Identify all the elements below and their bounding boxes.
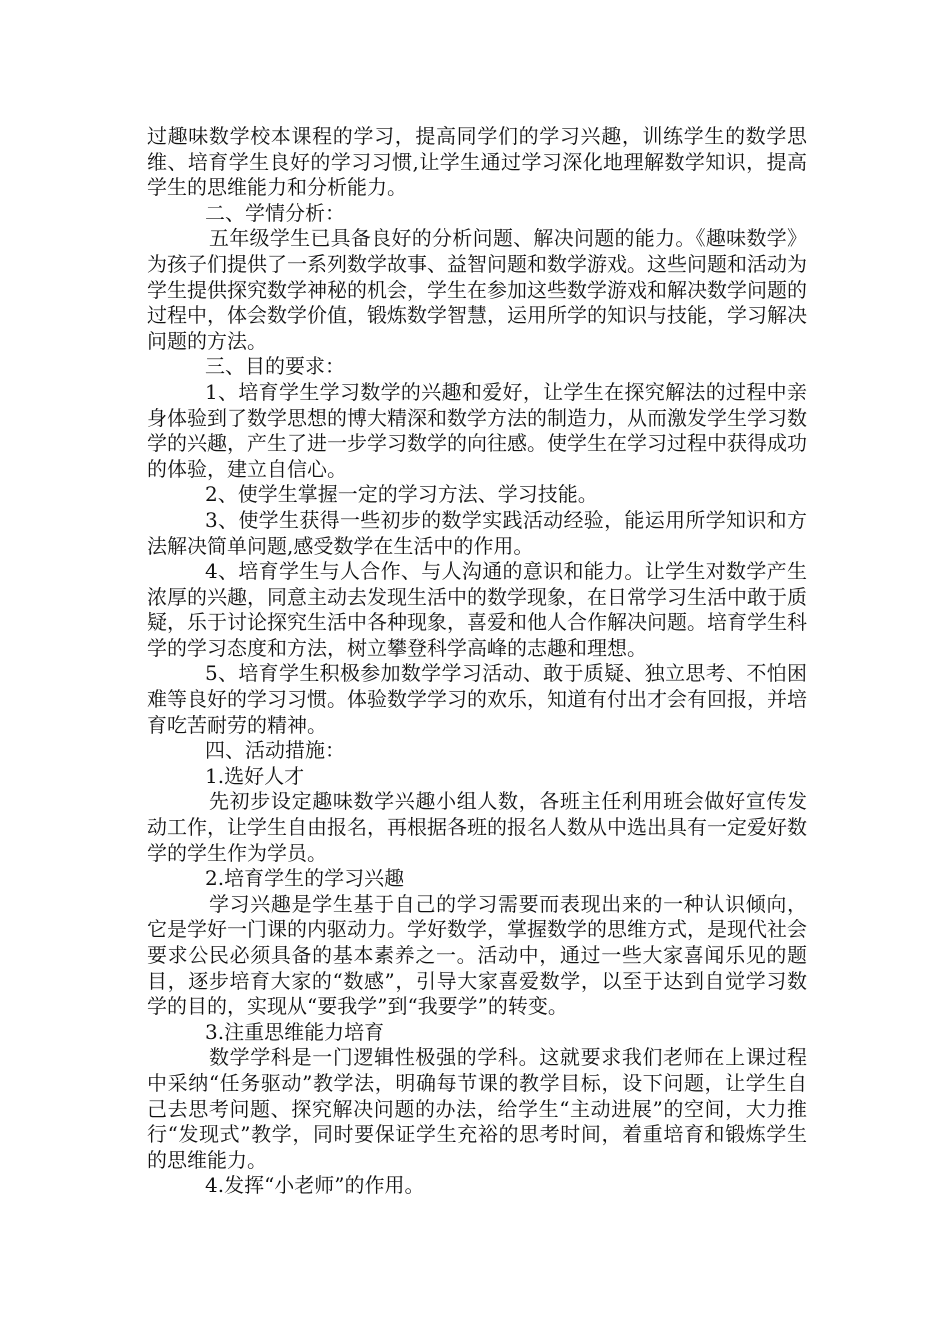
objective-item-2: 2、使学生掌握一定的学习方法、学习技能。 xyxy=(205,482,598,507)
document-body xyxy=(147,124,807,1199)
paragraph-learning-analysis: 五年级学生已具备良好的分析问题、解决问题的能力。《趣味数学》为孩子们提供了一系列数学故事、益智问题和数学游戏。这些问题和活动为学生提供探究数学神秘的机会，学生在参加这些数学游戏和解决数学问题的过程中，体会数学价值，锻炼数学智慧，运用所学的知识与技能，学习解决问题的方法。 xyxy=(147,226,807,353)
measure-heading-4: 4.发挥“小老师”的作用。 xyxy=(205,1173,425,1198)
measure-paragraph-1: 先初步设定趣味数学兴趣小组人数，各班主任利用班会做好宣传发动工作，让学生自由报名，再根据各班的报名人数从中选出具有一定爱好数学的学生作为学员。 xyxy=(147,789,807,865)
measure-heading-3: 3.注重思维能力培育 xyxy=(205,1019,385,1044)
measure-heading-2: 2.培育学生的学习兴趣 xyxy=(205,866,405,891)
section-heading-activity-measures: 四、活动措施： xyxy=(205,738,345,763)
objective-item-4: 4、培育学生与人合作、与人沟通的意识和能力。让学生对数学产生浓厚的兴趣，同意主动去发现生活中的数学现象，在日常学习生活中敢于质疑，乐于讨论探究生活中各种现象，喜爱和他人合作解决问题。培育学生科学的学习态度和方法，树立攀登科学高峰的志趣和理想。 xyxy=(147,559,807,660)
measure-paragraph-3: 数学学科是一门逻辑性极强的学科。这就要求我们老师在上课过程中采纳“任务驱动”教学法，明确每节课的教学目标，设下问题，让学生自己去思考问题、探究解决问题的办法，给学生“主动进展”的空间，大力推行“发现式”教学，同时要保证学生充裕的思考时间，着重培育和锻炼学生的思维能力。 xyxy=(147,1045,807,1172)
measure-paragraph-2: 学习兴趣是学生基于自己的学习需要而表现出来的一种认识倾向，它是学好一门课的内驱动力。学好数学，掌握数学的思维方式，是现代社会要求公民必须具备的基本素养之一。活动中，通过一些大家喜闻乐见的题目，逐步培育大家的“数感”，引导大家喜爱数学，以至于达到自觉学习数学的目的，实现从“要我学”到“我要学”的转变。 xyxy=(147,891,807,1019)
objective-item-3: 3、使学生获得一些初步的数学实践活动经验，能运用所学知识和方法解决简单问题,感受数学在生活中的作用。 xyxy=(147,507,807,558)
objective-item-1: 1、培育学生学习数学的兴趣和爱好，让学生在探究解法的过程中亲身体验到了数学思想的博大精深和数学方法的制造力，从而激发学生学习数学的兴趣，产生了进一步学习数学的向往感。使学生在学习过程中获得成功的体验，建立自信心。 xyxy=(147,379,807,481)
section-heading-objectives: 三、目的要求： xyxy=(205,354,345,379)
section-heading-learning-analysis: 二、学情分析： xyxy=(205,200,345,225)
measure-heading-1: 1.选好人才 xyxy=(205,763,305,788)
objective-item-5: 5、培育学生积极参加数学学习活动、敢于质疑、独立思考、不怕困难等良好的学习习惯。体验数学学习的欢乐，知道有付出才会有回报，并培育吃苦耐劳的精神。 xyxy=(147,661,807,737)
paragraph-intro-continued: 过趣味数学校本课程的学习，提高同学们的学习兴趣，训练学生的数学思维、培育学生良好的学习习惯,让学生通过学习深化地理解数学知识，提高学生的思维能力和分析能力。 xyxy=(147,124,807,200)
